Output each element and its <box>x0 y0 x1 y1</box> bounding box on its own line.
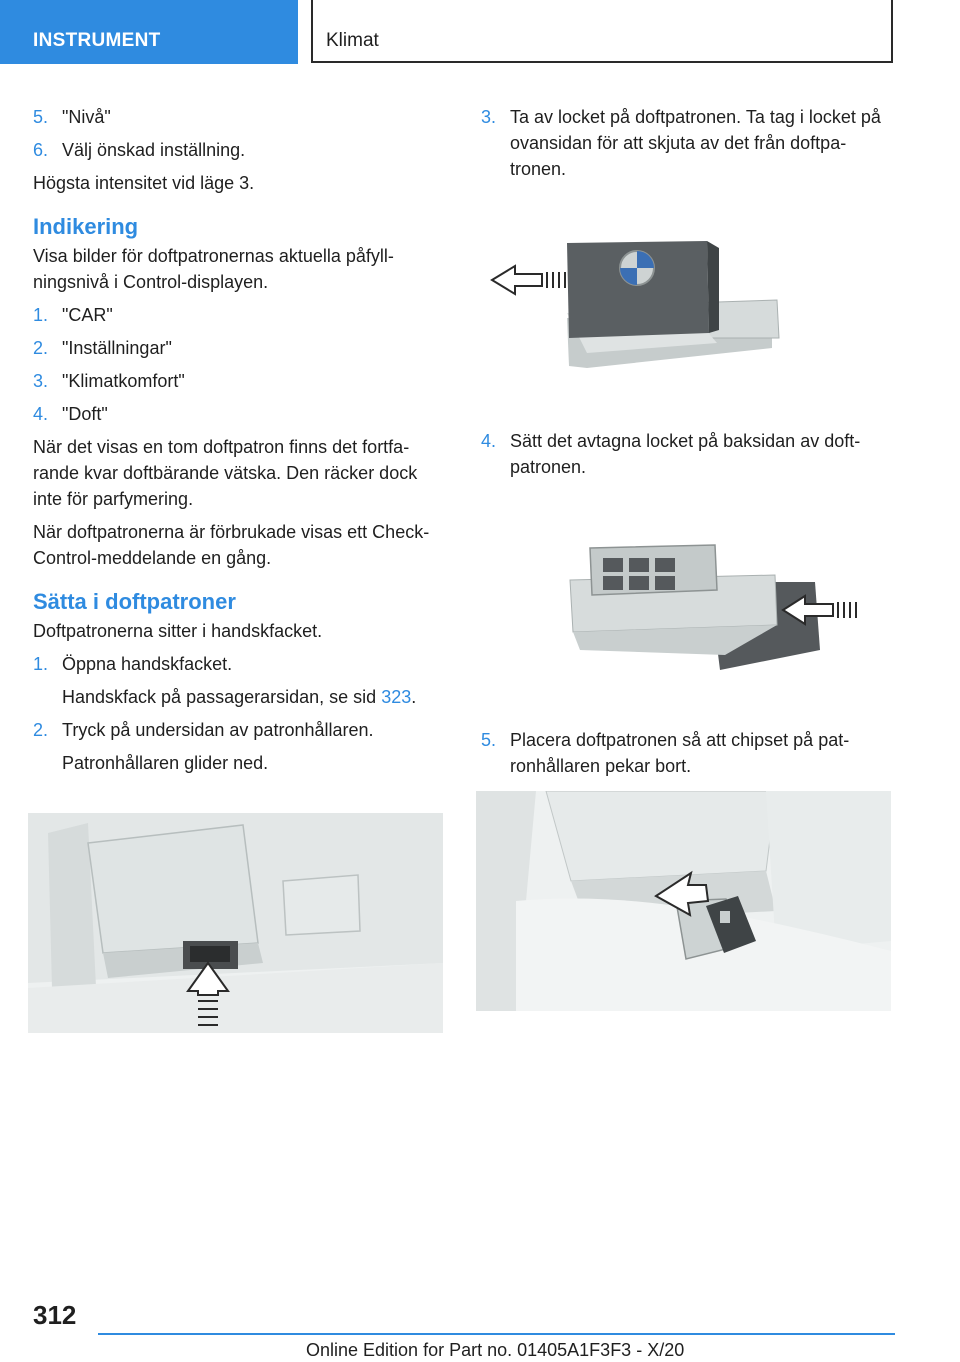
list-item <box>33 368 438 394</box>
step-number: 3. <box>481 107 497 127</box>
section-title: INSTRUMENT <box>33 30 161 51</box>
step-number: 5. <box>481 730 497 750</box>
chapter-title: Klimat <box>326 30 379 51</box>
step-number: 4. <box>481 431 497 451</box>
left-column <box>33 104 438 783</box>
step-text: Välj önskad inställning. <box>62 140 246 160</box>
heading-indikering: Indikering <box>33 214 139 239</box>
step-text: "Klimatkomfort" <box>62 371 185 391</box>
step-number: 1. <box>33 654 49 674</box>
cap-removal-illustration <box>487 238 787 378</box>
step-number: 3. <box>33 371 49 391</box>
page-link[interactable]: 323 <box>381 687 412 707</box>
right-column <box>481 104 893 189</box>
list-item <box>481 727 893 779</box>
cartridge-placement-illustration <box>476 791 891 1011</box>
list-item <box>33 137 438 163</box>
step-number: 5. <box>33 107 49 127</box>
edition-text: Online Edition for Part no. 01405A1F3F3 - X/20 <box>306 1340 685 1360</box>
page-number: 312 <box>33 1300 77 1330</box>
empty-cartridge-note: När det visas en tom doftpatron finns det fortfarande kvar doftbärande vätska. Den räcker dock inte för parfymering. <box>33 437 418 509</box>
list-item <box>33 104 438 130</box>
heading-satta-i: Sätta i doftpatroner <box>33 589 236 614</box>
step-text: "Nivå" <box>62 107 111 127</box>
chapter-header <box>311 0 893 63</box>
list-item <box>33 717 438 743</box>
step-text: "Doft" <box>62 404 108 424</box>
intensity-note: Högsta intensitet vid läge 3. <box>33 173 255 193</box>
satta-intro: Doftpatronerna sitter i handskfacket. <box>33 621 323 641</box>
step-text: "CAR" <box>62 305 113 325</box>
check-control-note: När doftpatronerna är förbrukade visas ett Check-Control-meddelande en gång. <box>33 522 430 568</box>
step-detail: Patronhållaren glider ned. <box>62 753 269 773</box>
step-detail: Handskfack på passagerarsidan, se sid 323. <box>62 687 417 707</box>
step-text: Placera doftpatronen så att chipset på patronhållaren pekar bort. <box>510 730 850 776</box>
footer-divider <box>98 1333 895 1335</box>
right-column-step5 <box>481 727 893 786</box>
step-text: Ta av locket på doftpatronen. Ta tag i locket på ovansidan för att skjuta av det från doftpatronen. <box>510 107 881 179</box>
step-text: Tryck på undersidan av patronhållaren. <box>62 720 374 740</box>
step-number: 4. <box>33 404 49 424</box>
step-text: Sätt det avtagna locket på baksidan av doftpatronen. <box>510 431 861 477</box>
list-item <box>33 335 438 361</box>
step-number: 1. <box>33 305 49 325</box>
indikering-intro: Visa bilder för doftpatronernas aktuella påfyllningsnivå i Control-displayen. <box>33 246 394 292</box>
step-number: 2. <box>33 338 49 358</box>
step-text: Öppna handskfacket. <box>62 654 233 674</box>
section-tab <box>0 0 298 64</box>
cap-attach-illustration <box>565 540 865 680</box>
list-item <box>481 428 893 480</box>
list-item <box>481 104 893 182</box>
step-number: 6. <box>33 140 49 160</box>
step-text: "Inställningar" <box>62 338 172 358</box>
glovebox-holder-illustration <box>28 813 443 1033</box>
list-item <box>33 401 438 427</box>
step-number: 2. <box>33 720 49 740</box>
detail-text: Handskfack på passagerarsidan, se sid <box>62 687 382 707</box>
right-column-step4 <box>481 428 893 487</box>
list-item <box>33 651 438 677</box>
list-item <box>33 302 438 328</box>
